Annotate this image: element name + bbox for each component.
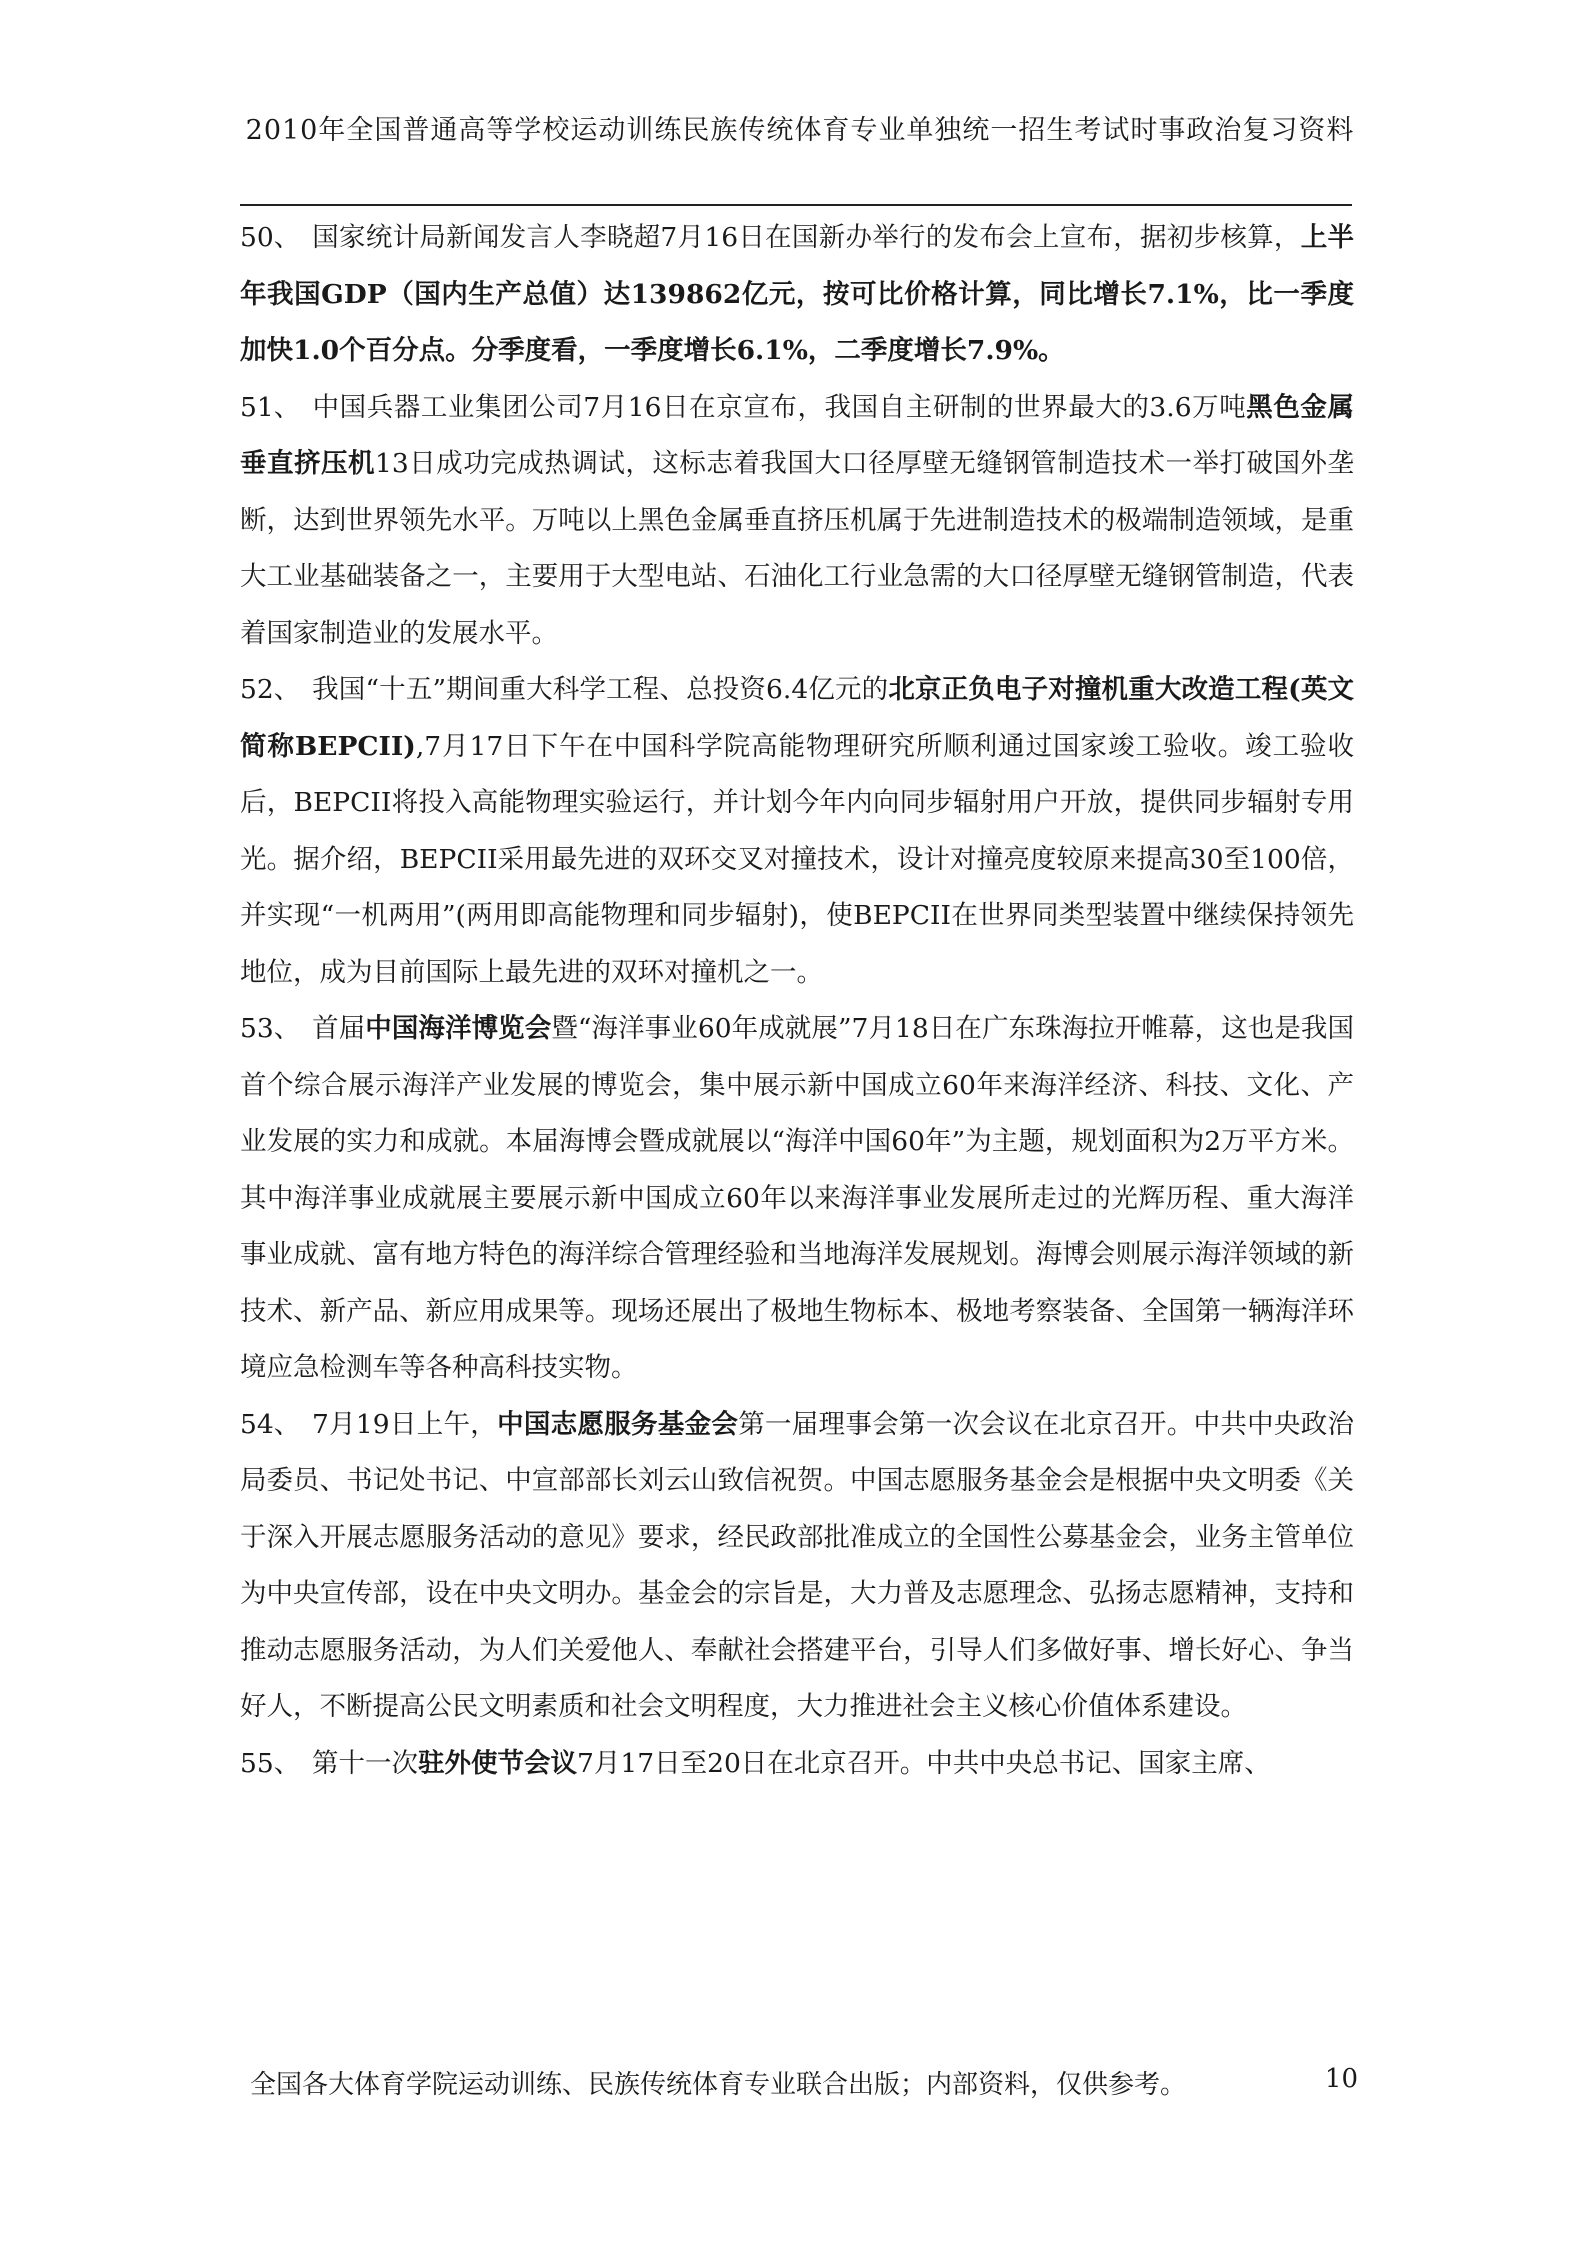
page-number: 10 — [1324, 2064, 1358, 2094]
item-text-bold: 中国海洋博览会 — [365, 1013, 552, 1044]
news-item-53 — [240, 1001, 1354, 1397]
item-number: 50、 — [240, 222, 301, 253]
item-text: 首届 — [312, 1013, 366, 1044]
item-number: 54、 — [240, 1408, 301, 1440]
page-footer — [250, 2064, 1358, 2101]
item-text: 中国兵器工业集团公司7月16日在京宣布，我国自主研制的世界最大的3.6万吨 — [312, 391, 1247, 423]
item-text: 第十一次 — [312, 1747, 418, 1779]
item-text-bold: 中国志愿服务基金会 — [497, 1408, 739, 1440]
item-number: 55、 — [240, 1747, 301, 1779]
news-item-51 — [240, 380, 1354, 663]
item-text: 暨“海洋事业60年成就展”7月18日在广东珠海拉开帷幕，这也是我国首个综合展示海洋产业发展的博览会，集中展示新中国成立60年来海洋经济、科技、文化、产业发展的实力和成就。本届海博会暨成就展以“海洋中国60年”为主题，规划面积为2万平方米。其中海洋事业成就展主要展示新中国成立60年以来海洋事业发展所走过的光辉历程、重大海洋事业成就、富有地方特色的海洋综合管理经验和当地海洋发展规划。海博会则展示海洋领域的新技术、新产品、新应用成果等。现场还展出了极地生物标本、极地考察装备、全国第一辆海洋环境应急检测车等各种高科技实物。 — [240, 1013, 1355, 1383]
item-number: 51、 — [240, 391, 301, 423]
news-item-52 — [240, 662, 1354, 1001]
item-text: 7月19日上午， — [312, 1408, 498, 1440]
item-text-bold: 驻外使节会议 — [418, 1747, 577, 1779]
item-text-bold: 黑色金属垂直挤压机 — [240, 391, 1354, 479]
item-text: 我国“十五”期间重大科学工程、总投资6.4亿元的 — [312, 674, 889, 705]
news-item-54 — [240, 1397, 1354, 1736]
item-number: 53、 — [240, 1013, 301, 1044]
header-divider — [240, 204, 1352, 206]
news-item-55 — [240, 1736, 1354, 1793]
footer-note: 全国各大体育学院运动训练、民族传统体育专业联合出版；内部资料，仅供参考。 — [250, 2070, 1187, 2100]
item-text: 7月17日至20日在北京召开。中共中央总书记、国家主席、 — [577, 1747, 1271, 1779]
page-header-title: 2010年全国普通高等学校运动训练民族传统体育专业单独统一招生考试时事政治复习资料 — [245, 115, 1355, 146]
item-number: 52、 — [240, 674, 301, 705]
item-text: 13日成功完成热调试，这标志着我国大口径厚壁无缝钢管制造技术一举打破国外垄断，达到世界领先水平。万吨以上黑色金属垂直挤压机属于先进制造技术的极端制造领域，是重大工业基础装备之一，主要用于大型电站、石油化工行业急需的大口径厚壁无缝钢管制造，代表着国家制造业的发展水平。 — [240, 448, 1354, 649]
item-text: 第一届理事会第一次会议在北京召开。中共中央政治局委员、书记处书记、中宣部部长刘云山致信祝贺。中国志愿服务基金会是根据中央文明委《关于深入开展志愿服务活动的意见》要求，经民政部批准成立的全国性公募基金会，业务主管单位为中央宣传部，设在中央文明办。基金会的宗旨是，大力普及志愿理念、弘扬志愿精神，支持和推动志愿服务活动，为人们关爱他人、奉献社会搭建平台，引导人们多做好事、增长好心、争当好人，不断提高公民文明素质和社会文明程度，大力推进社会主义核心价值体系建设。 — [240, 1408, 1355, 1722]
item-text-bold: 北京正负电子对撞机重大改造工程(英文简称BEPCII) — [240, 674, 1354, 762]
article-body — [240, 210, 1354, 1792]
item-text: 国家统计局新闻发言人李晓超7月16日在国新办举行的发布会上宣布，据初步核算， — [312, 222, 1301, 253]
item-text: ,7月17日下午在中国科学院高能物理研究所顺利通过国家竣工验收。竣工验收后，BEPCII将投入高能物理实验运行，并计划今年内向同步辐射用户开放，提供同步辐射专用光。据介绍，BEPCII采用最先进的双环交叉对撞技术，设计对撞亮度较原来提高30至100倍，并实现“一机两用”(两用即高能物理和同步辐射)，使BEPCII在世界同类型装置中继续保持领先地位，成为目前国际上最先进的双环对撞机之一。 — [240, 730, 1354, 988]
item-text-bold: 上半年我国GDP（国内生产总值）达139862亿元，按可比价格计算，同比增长7.1%，比一季度加快1.0个百分点。分季度看，一季度增长6.1%，二季度增长7.9%。 — [240, 222, 1354, 366]
news-item-50 — [240, 210, 1354, 380]
